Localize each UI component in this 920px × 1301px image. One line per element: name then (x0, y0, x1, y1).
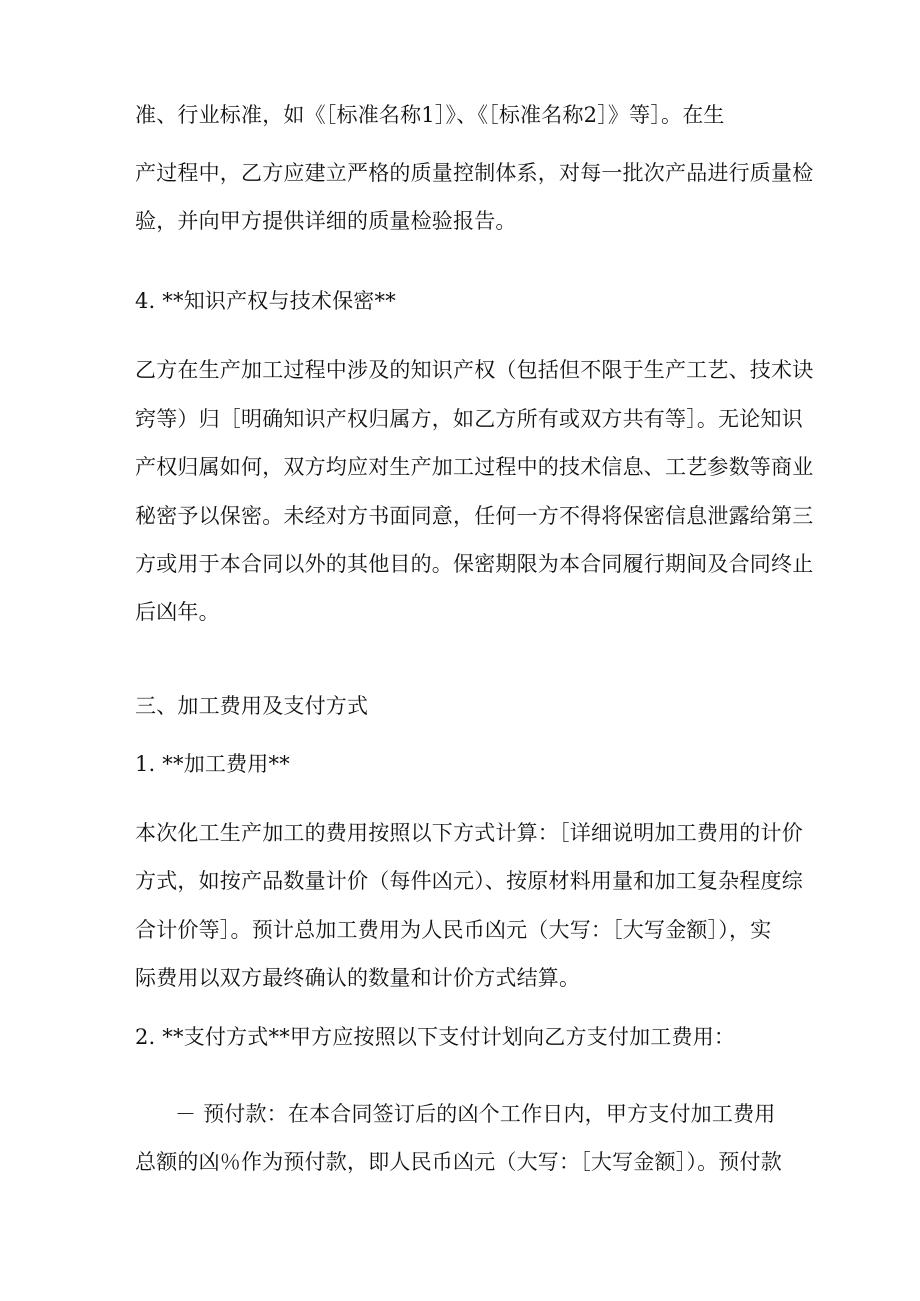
text-line: 秘密予以保密。未经对方书面同意，任何一方不得将保密信息泄露给第三 (135, 504, 814, 528)
text-line: 总额的凶％作为预付款，即人民币凶元（大写：［大写金额］）。预付款 (135, 1150, 782, 1174)
section-heading: 4. **知识产权与技术保密** (135, 289, 396, 313)
text-line: 准、行业标准，如《［标准名称1］》、《［标准名称2］》等］。在生 (135, 103, 725, 127)
text-line: 乙方在生产加工过程中涉及的知识产权（包括但不限于生产工艺、技术诀 (135, 358, 814, 382)
text-line: 际费用以双方最终确认的数量和计价方式结算。 (135, 966, 581, 990)
chapter-heading: 三、加工费用及支付方式 (135, 694, 369, 718)
text-line: 本次化工生产加工的费用按照以下方式计算：［详细说明加工费用的计价 (135, 821, 803, 845)
list-item: － 预付款：在本合同签订后的凶个工作日内，甲方支付加工费用 (175, 1102, 776, 1126)
text-line: 验，并向甲方提供详细的质量检验报告。 (135, 209, 517, 233)
section-heading: 2. **支付方式**甲方应按照以下支付计划向乙方支付加工费用： (135, 1025, 736, 1049)
text-line: 产过程中，乙方应建立严格的质量控制体系，对每一批次产品进行质量检 (135, 161, 814, 185)
text-line: 合计价等］。预计总加工费用为人民币凶元（大写：［大写金额］），实 (135, 918, 772, 942)
text-line: 窍等）归［明确知识产权归属方，如乙方所有或双方共有等］。无论知识 (135, 407, 803, 431)
text-line: 后凶年。 (135, 600, 220, 624)
text-line: 方式，如按产品数量计价（每件凶元）、按原材料用量和加工复杂程度综 (135, 869, 803, 893)
text-line: 方或用于本合同以外的其他目的。保密期限为本合同履行期间及合同终止 (135, 552, 814, 576)
text-line: 产权归属如何，双方均应对生产加工过程中的技术信息、工艺参数等商业 (135, 455, 814, 479)
section-heading: 1. **加工费用** (135, 752, 290, 776)
